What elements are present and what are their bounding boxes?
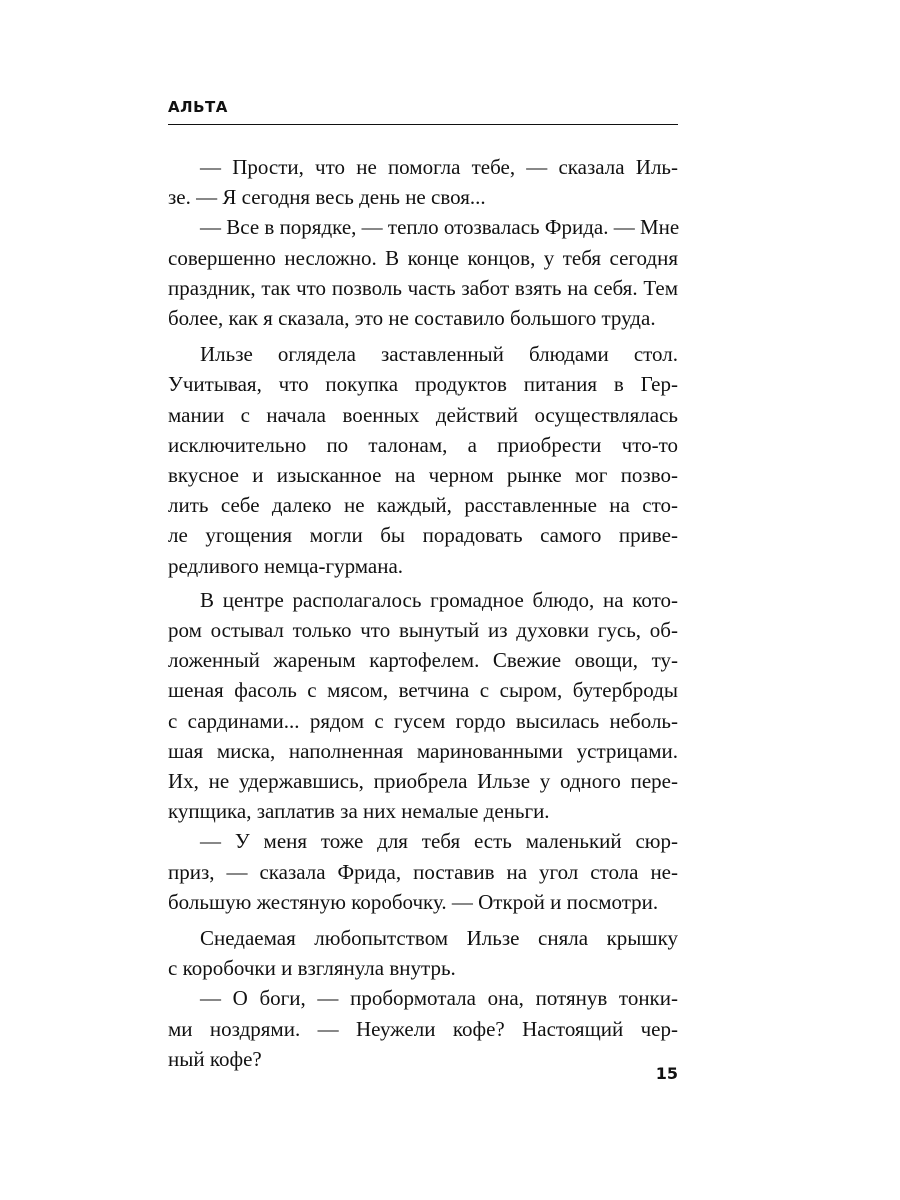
text-line: совершенно несложно. В конце концов, у тебя сегодня [168,245,678,270]
paragraph [168,339,678,581]
text-line: Учитывая, что покупка продуктов питания в Гер- [168,372,678,397]
paragraph [168,826,678,917]
text-line: ром остывал только что вынутый из духовки гусь, об- [168,618,678,643]
running-title: АЛЬТА [168,98,228,116]
text-line: — Прости, что не помогла тебе, — сказала Иль- [200,155,678,179]
text-line: большую жестяную коробочку. — Открой и посмотри. [168,889,659,914]
text-line: ложенный жареным картофелем. Свежие овощи, ту- [168,648,678,673]
paragraph [168,212,678,333]
text-line: Снедаемая любопытством Ильзе сняла крышку [200,926,678,951]
text-line: шая миска, наполненная маринованными устрицами. [168,738,678,763]
text-line: приз, — сказала Фрида, поставив на угол стола не- [168,859,678,884]
text-line: ле угощения могли бы порадовать самого приве- [168,523,678,548]
text-line: исключительно по талонам, а приобрести что-то [168,432,678,457]
paragraph [168,923,678,983]
text-line: редливого немца-гурмана. [168,553,404,578]
text-line: с коробочки и взглянула внутрь. [168,956,456,981]
text-line: лить себе далеко не каждый, расставленные на сто- [168,493,678,518]
text-line: зе. — Я сегодня весь день не своя... [168,185,486,210]
text-line: ный кофе? [168,1046,262,1071]
text-line: купщика, заплатив за них немалые деньги. [168,799,550,824]
text-line: ми ноздрями. — Неужели кофе? Настоящий чер- [168,1016,678,1041]
body-text [168,152,678,1074]
text-line: В центре располагалось громадное блюдо, на кото- [200,587,678,612]
text-line: — Все в порядке, — тепло отозвалась Фрида. — Мне [200,215,680,240]
text-line: Ильзе оглядела заставленный блюдами стол. [200,342,678,367]
text-line: — О боги, — пробормотала она, потянув тонки- [200,986,678,1011]
text-line: более, как я сказала, это не составило большого труда. [168,306,656,331]
paragraph [168,585,678,827]
text-line: — У меня тоже для тебя есть маленький сюр- [200,829,678,854]
page-number: 15 [655,1064,678,1083]
text-line: праздник, так что позволь часть забот взять на себя. Тем [168,275,678,300]
header-rule [168,124,678,125]
text-line: вкусное и изысканное на черном рынке мог позво- [168,463,678,488]
text-line: шеная фасоль с мясом, ветчина с сыром, бутерброды [168,678,678,703]
paragraph [168,983,678,1074]
paragraph [168,152,678,212]
text-line: с сардинами... рядом с гусем гордо высилась неболь- [168,708,678,733]
text-line: Их, не удержавшись, приобрела Ильзе у одного пере- [168,769,678,794]
text-line: мании с начала военных действий осуществлялась [168,402,678,427]
